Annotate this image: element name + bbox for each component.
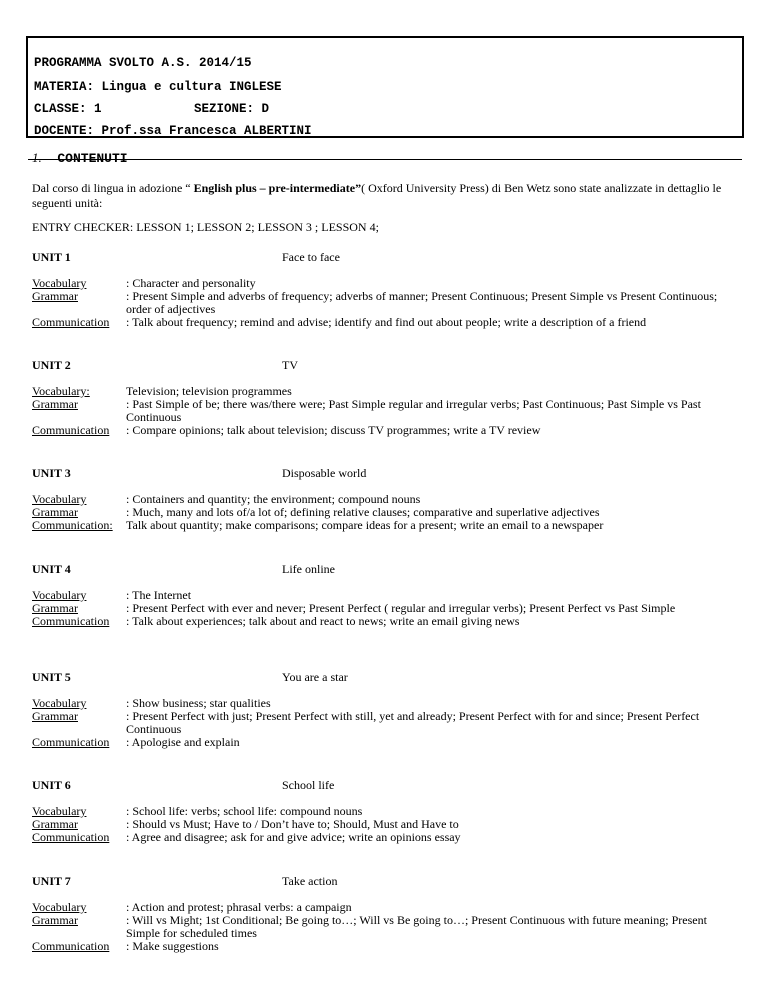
row-text: : Much, many and lots of/a lot of; defining relative clauses; comparative and superlative adjectives (126, 505, 600, 519)
intro-pre: Dal corso di lingua in adozione “ (32, 181, 194, 195)
unit-label: UNIT 4 (32, 562, 71, 576)
row-label: Vocabulary (32, 588, 87, 602)
unit-rows (32, 277, 737, 329)
section-label: SEZIONE: D (194, 102, 270, 116)
unit-row (32, 914, 737, 940)
section-heading (32, 150, 128, 166)
row-label: Vocabulary (32, 696, 87, 710)
row-label: Grammar (32, 913, 78, 927)
unit-label: UNIT 3 (32, 466, 71, 480)
row-label: Communication (32, 614, 110, 628)
row-label: Communication (32, 830, 110, 844)
row-text: : Should vs Must; Have to / Don’t have to; Should, Must and Have to (126, 817, 459, 831)
entry-checker: ENTRY CHECKER: LESSON 1; LESSON 2; LESSON 3 ; LESSON 4; (32, 220, 379, 234)
row-text: : Show business; star qualities (126, 696, 271, 710)
unit-row (32, 424, 737, 437)
row-text: : Apologise and explain (126, 735, 240, 749)
unit-title: School life (282, 778, 335, 792)
unit-row (32, 831, 737, 844)
row-text: : Present Perfect with ever and never; Present Perfect ( regular and irregular verbs); Present Perfect vs Past Simple (126, 601, 676, 615)
row-label: Vocabulary (32, 900, 87, 914)
unit-rows (32, 901, 737, 953)
row-label: Communication (32, 735, 110, 749)
unit-row (32, 290, 737, 316)
header-divider (28, 159, 742, 160)
unit-label: UNIT 5 (32, 670, 71, 684)
unit-row (32, 519, 737, 532)
row-label: Communication (32, 939, 110, 953)
book-title: English plus – pre-intermediate” (193, 181, 362, 195)
unit-title: Life online (282, 562, 335, 576)
teacher-line: DOCENTE: Prof.ssa Francesca ALBERTINI (34, 124, 312, 138)
unit-rows (32, 697, 737, 749)
row-text: : Will vs Might; 1st Conditional; Be going to…; Will vs Be going to…; Present Continuous with future meaning; Present Simple for scheduled times (126, 913, 707, 940)
unit-label: UNIT 2 (32, 358, 71, 372)
section-number: 1. (32, 150, 42, 165)
row-text: : Past Simple of be; there was/there were; Past Simple regular and irregular verbs; Past Continuous; Past Simple vs Past Continuous (126, 397, 701, 424)
unit-title: TV (282, 358, 298, 372)
row-text: Talk about quantity; make comparisons; compare ideas for a present; write an email to a newspaper (126, 518, 604, 532)
unit-rows (32, 805, 737, 844)
program-title: PROGRAMMA SVOLTO A.S. 2014/15 (34, 56, 252, 70)
row-text: : Containers and quantity; the environment; compound nouns (126, 492, 421, 506)
intro-paragraph (32, 181, 732, 210)
row-text: : Talk about experiences; talk about and react to news; write an email giving news (126, 614, 520, 628)
row-text: : Action and protest; phrasal verbs: a campaign (126, 900, 352, 914)
unit-rows (32, 385, 737, 437)
class-label: CLASSE: 1 (34, 102, 102, 116)
row-label: Vocabulary: (32, 384, 90, 398)
row-label: Vocabulary (32, 276, 87, 290)
row-text: Television; television programmes (126, 384, 292, 398)
subject-line: MATERIA: Lingua e cultura INGLESE (34, 80, 282, 94)
row-text: : Present Simple and adverbs of frequency; adverbs of manner; Present Continuous; Present Simple vs Present Continuous; order of adjectives (126, 289, 718, 316)
unit-label: UNIT 6 (32, 778, 71, 792)
unit-row (32, 940, 737, 953)
unit-label: UNIT 7 (32, 874, 71, 888)
row-text: : Present Perfect with just; Present Perfect with still, yet and already; Present Perfect with for and since; Present Perfect Continuous (126, 709, 700, 736)
unit-row (32, 736, 737, 749)
unit-rows (32, 589, 737, 628)
unit-title: Disposable world (282, 466, 367, 480)
unit-title: Take action (282, 874, 338, 888)
row-label: Grammar (32, 601, 78, 615)
row-text: : Talk about frequency; remind and advise; identify and find out about people; write a description of a friend (126, 315, 647, 329)
section-title: CONTENUTI (57, 151, 128, 166)
row-text: : School life: verbs; school life: compound nouns (126, 804, 363, 818)
row-text: : Agree and disagree; ask for and give advice; write an opinions essay (126, 830, 461, 844)
row-label: Communication: (32, 518, 113, 532)
class-section-line (34, 101, 738, 118)
row-label: Grammar (32, 289, 78, 303)
row-text: : Character and personality (126, 276, 256, 290)
row-label: Vocabulary (32, 492, 87, 506)
row-label: Communication (32, 423, 110, 437)
row-label: Grammar (32, 505, 78, 519)
row-label: Grammar (32, 817, 78, 831)
row-label: Communication (32, 315, 110, 329)
unit-row (32, 615, 737, 628)
row-text: : Compare opinions; talk about television; discuss TV programmes; write a TV review (126, 423, 541, 437)
intro-post: ( Oxford University Press) di Ben Wetz sono state analizzate in dettaglio le seguenti unità: (32, 181, 722, 210)
unit-label: UNIT 1 (32, 250, 71, 264)
row-label: Grammar (32, 709, 78, 723)
header-box (26, 36, 744, 138)
row-label: Vocabulary (32, 804, 87, 818)
row-label: Grammar (32, 397, 78, 411)
unit-title: You are a star (282, 670, 348, 684)
row-text: : Make suggestions (126, 939, 219, 953)
unit-row (32, 398, 737, 424)
unit-row (32, 316, 737, 329)
unit-row (32, 710, 737, 736)
unit-title: Face to face (282, 250, 340, 264)
unit-rows (32, 493, 737, 532)
row-text: : The Internet (126, 588, 192, 602)
